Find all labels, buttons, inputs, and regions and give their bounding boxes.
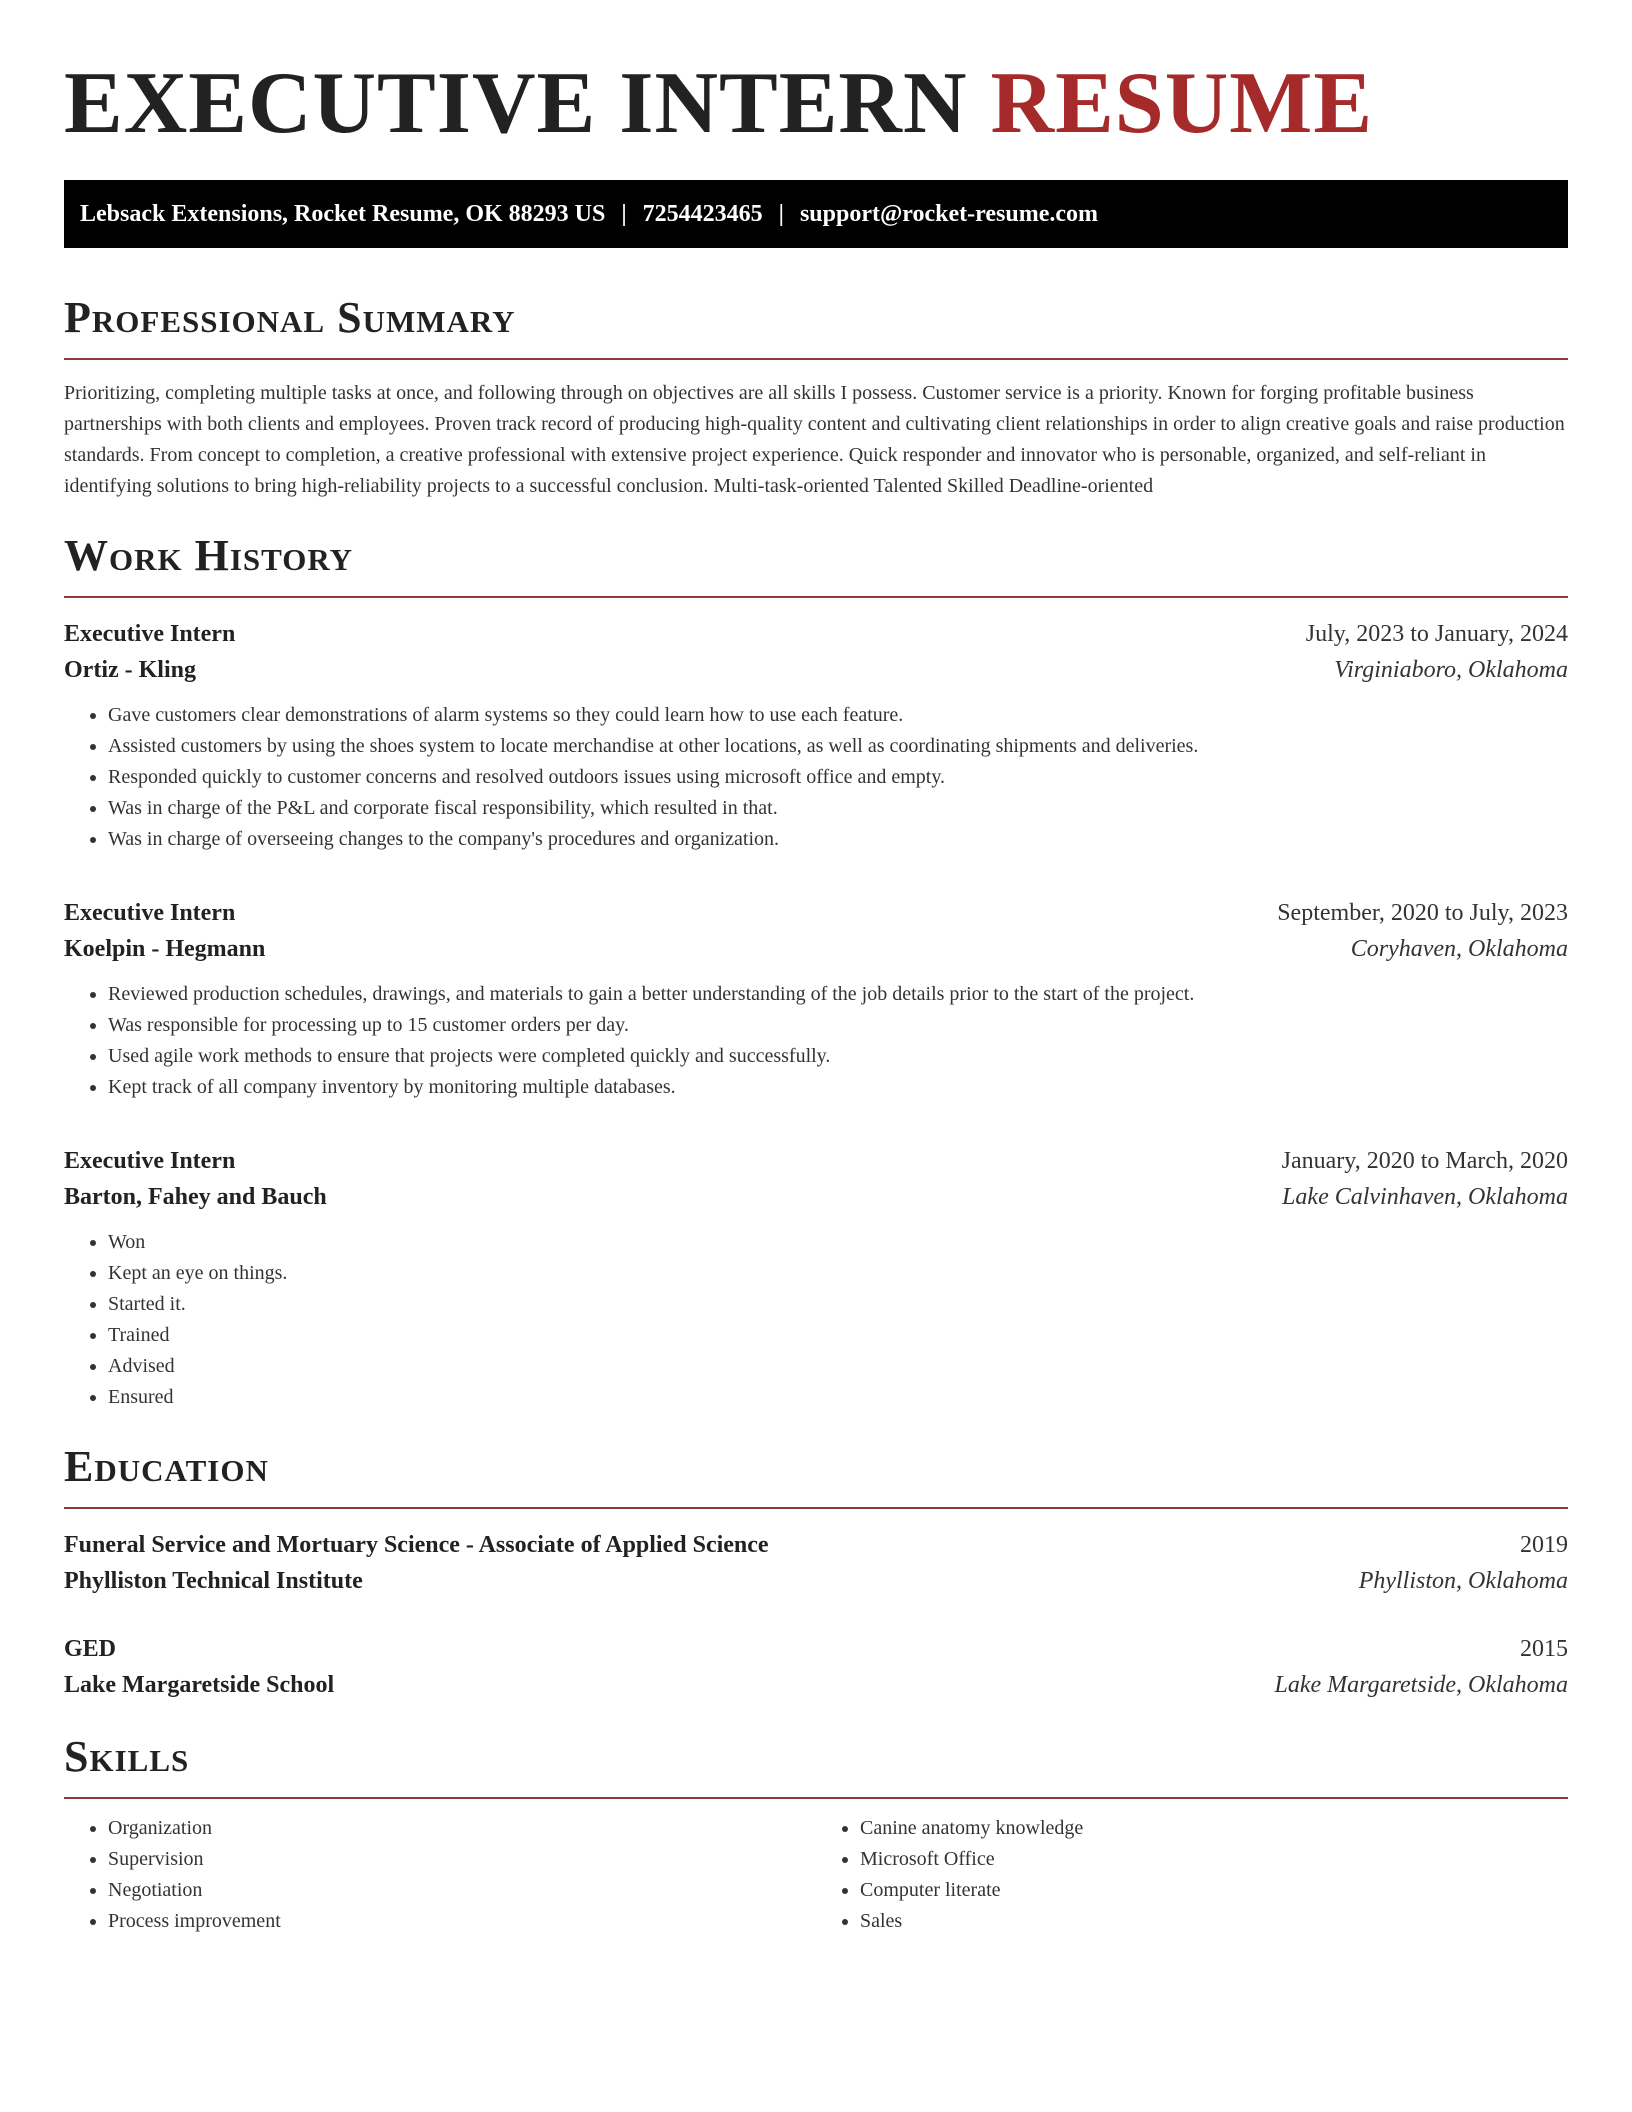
- job-bullet: • Reviewed production schedules, drawings, and materials to gain a better understanding of the job details prior to the start of the project.: [108, 979, 1568, 1010]
- section-divider: [64, 1507, 1568, 1509]
- skills-section: [64, 1731, 1568, 1937]
- job-bullets: [64, 700, 1568, 855]
- job-title: Executive Intern: [64, 1148, 236, 1174]
- section-divider: [64, 358, 1568, 360]
- job-location: Coryhaven, Oklahoma: [1350, 936, 1568, 962]
- skills-list-right: [816, 1813, 1568, 1937]
- job-title: Executive Intern: [64, 621, 236, 647]
- contact-address: Lebsack Extensions, Rocket Resume, OK 88293 US: [80, 200, 606, 227]
- education-degree: GED: [64, 1636, 117, 1662]
- skill-item: • Canine anatomy knowledge: [860, 1813, 1568, 1844]
- skill-item: • Supervision: [108, 1844, 816, 1875]
- section-divider: [64, 1797, 1568, 1799]
- job-location: Virginiaboro, Oklahoma: [1334, 657, 1568, 683]
- education-degree: Funeral Service and Mortuary Science - Associate of Applied Science: [64, 1532, 769, 1558]
- job-bullet: • Kept track of all company inventory by monitoring multiple databases.: [108, 1072, 1568, 1103]
- skill-item: • Process improvement: [108, 1906, 816, 1937]
- job-company: Koelpin - Hegmann: [64, 936, 266, 962]
- job-location: Lake Calvinhaven, Oklahoma: [1282, 1184, 1568, 1210]
- job-bullet: • Started it.: [108, 1289, 1568, 1320]
- education-entry: [64, 1527, 1568, 1599]
- education-heading: Education: [64, 1442, 269, 1491]
- resume-title: [64, 0, 1568, 152]
- work-history-section: [64, 530, 1568, 1413]
- skills-heading: Skills: [64, 1732, 190, 1781]
- summary-section: [64, 292, 1568, 502]
- job-bullets: [64, 1227, 1568, 1413]
- job-title: Executive Intern: [64, 900, 236, 926]
- education-location: Phylliston, Oklahoma: [1358, 1568, 1568, 1594]
- contact-separator: |: [621, 200, 627, 227]
- section-divider: [64, 596, 1568, 598]
- contact-email[interactable]: support@rocket-resume.com: [799, 200, 1099, 227]
- job-bullet: • Was in charge of the P&L and corporate fiscal responsibility, which resulted in that.: [108, 793, 1568, 824]
- education-year: 2019: [1520, 1532, 1568, 1558]
- job-bullet: • Was in charge of overseeing changes to the company's procedures and organization.: [108, 824, 1568, 855]
- job-dates: July, 2023 to January, 2024: [1305, 621, 1568, 647]
- job-bullet: • Won: [108, 1227, 1568, 1258]
- skill-item: • Sales: [860, 1906, 1568, 1937]
- contact-separator: |: [778, 200, 784, 227]
- job-bullet: • Gave customers clear demonstrations of alarm systems so they could learn how to use each feature.: [108, 700, 1568, 731]
- job-bullet: • Assisted customers by using the shoes system to locate merchandise at other locations, as well as coordinating shipments and deliveries.: [108, 731, 1568, 762]
- job-bullet: • Responded quickly to customer concerns and resolved outdoors issues using microsoft office and empty.: [108, 762, 1568, 793]
- education-year: 2015: [1520, 1636, 1568, 1662]
- job-dates: January, 2020 to March, 2020: [1281, 1148, 1568, 1174]
- job-entry: [64, 1143, 1568, 1413]
- title-main: EXECUTIVE INTERN: [64, 55, 968, 152]
- job-bullet: • Advised: [108, 1351, 1568, 1382]
- job-dates: September, 2020 to July, 2023: [1277, 900, 1568, 926]
- job-bullet: • Kept an eye on things.: [108, 1258, 1568, 1289]
- education-location: Lake Margaretside, Oklahoma: [1274, 1672, 1568, 1698]
- work-history-heading: Work History: [64, 531, 354, 580]
- job-bullet: • Trained: [108, 1320, 1568, 1351]
- job-company: Ortiz - Kling: [64, 657, 196, 683]
- skills-list-left: [64, 1813, 816, 1937]
- job-bullet: • Used agile work methods to ensure that projects were completed quickly and successfully.: [108, 1041, 1568, 1072]
- education-school: Phylliston Technical Institute: [64, 1568, 363, 1594]
- summary-heading: Professional Summary: [64, 293, 516, 342]
- job-company: Barton, Fahey and Bauch: [64, 1184, 327, 1210]
- education-section: [64, 1441, 1568, 1703]
- contact-phone: 7254423465: [642, 200, 763, 227]
- skill-item: • Microsoft Office: [860, 1844, 1568, 1875]
- education-school: Lake Margaretside School: [64, 1672, 335, 1698]
- contact-bar: [64, 180, 1568, 248]
- job-bullet: • Ensured: [108, 1382, 1568, 1413]
- title-accent: RESUME: [990, 55, 1374, 152]
- summary-text: Prioritizing, completing multiple tasks at once, and following through on objectives are all skills I possess. Customer service is a priority. Known for forging profitable business partnerships with both clients and employees. Proven track record of producing high-quality content and cultivating client relationships in order to align creative goals and raise production standards. From concept to completion, a creative professional with extensive project experience. Quick responder and innovator who is personable, organized, and self-reliant in identifying solutions to bring high-reliability projects to a successful conclusion. Multi-task-oriented Talented Skilled Deadline-oriented: [64, 382, 1565, 497]
- skill-item: • Negotiation: [108, 1875, 816, 1906]
- skill-item: • Computer literate: [860, 1875, 1568, 1906]
- education-entry: [64, 1631, 1568, 1703]
- job-entry: [64, 616, 1568, 855]
- skills-columns: [64, 1813, 1568, 1937]
- job-bullets: [64, 979, 1568, 1103]
- skill-item: • Organization: [108, 1813, 816, 1844]
- job-bullet: • Was responsible for processing up to 15 customer orders per day.: [108, 1010, 1568, 1041]
- job-entry: [64, 895, 1568, 1103]
